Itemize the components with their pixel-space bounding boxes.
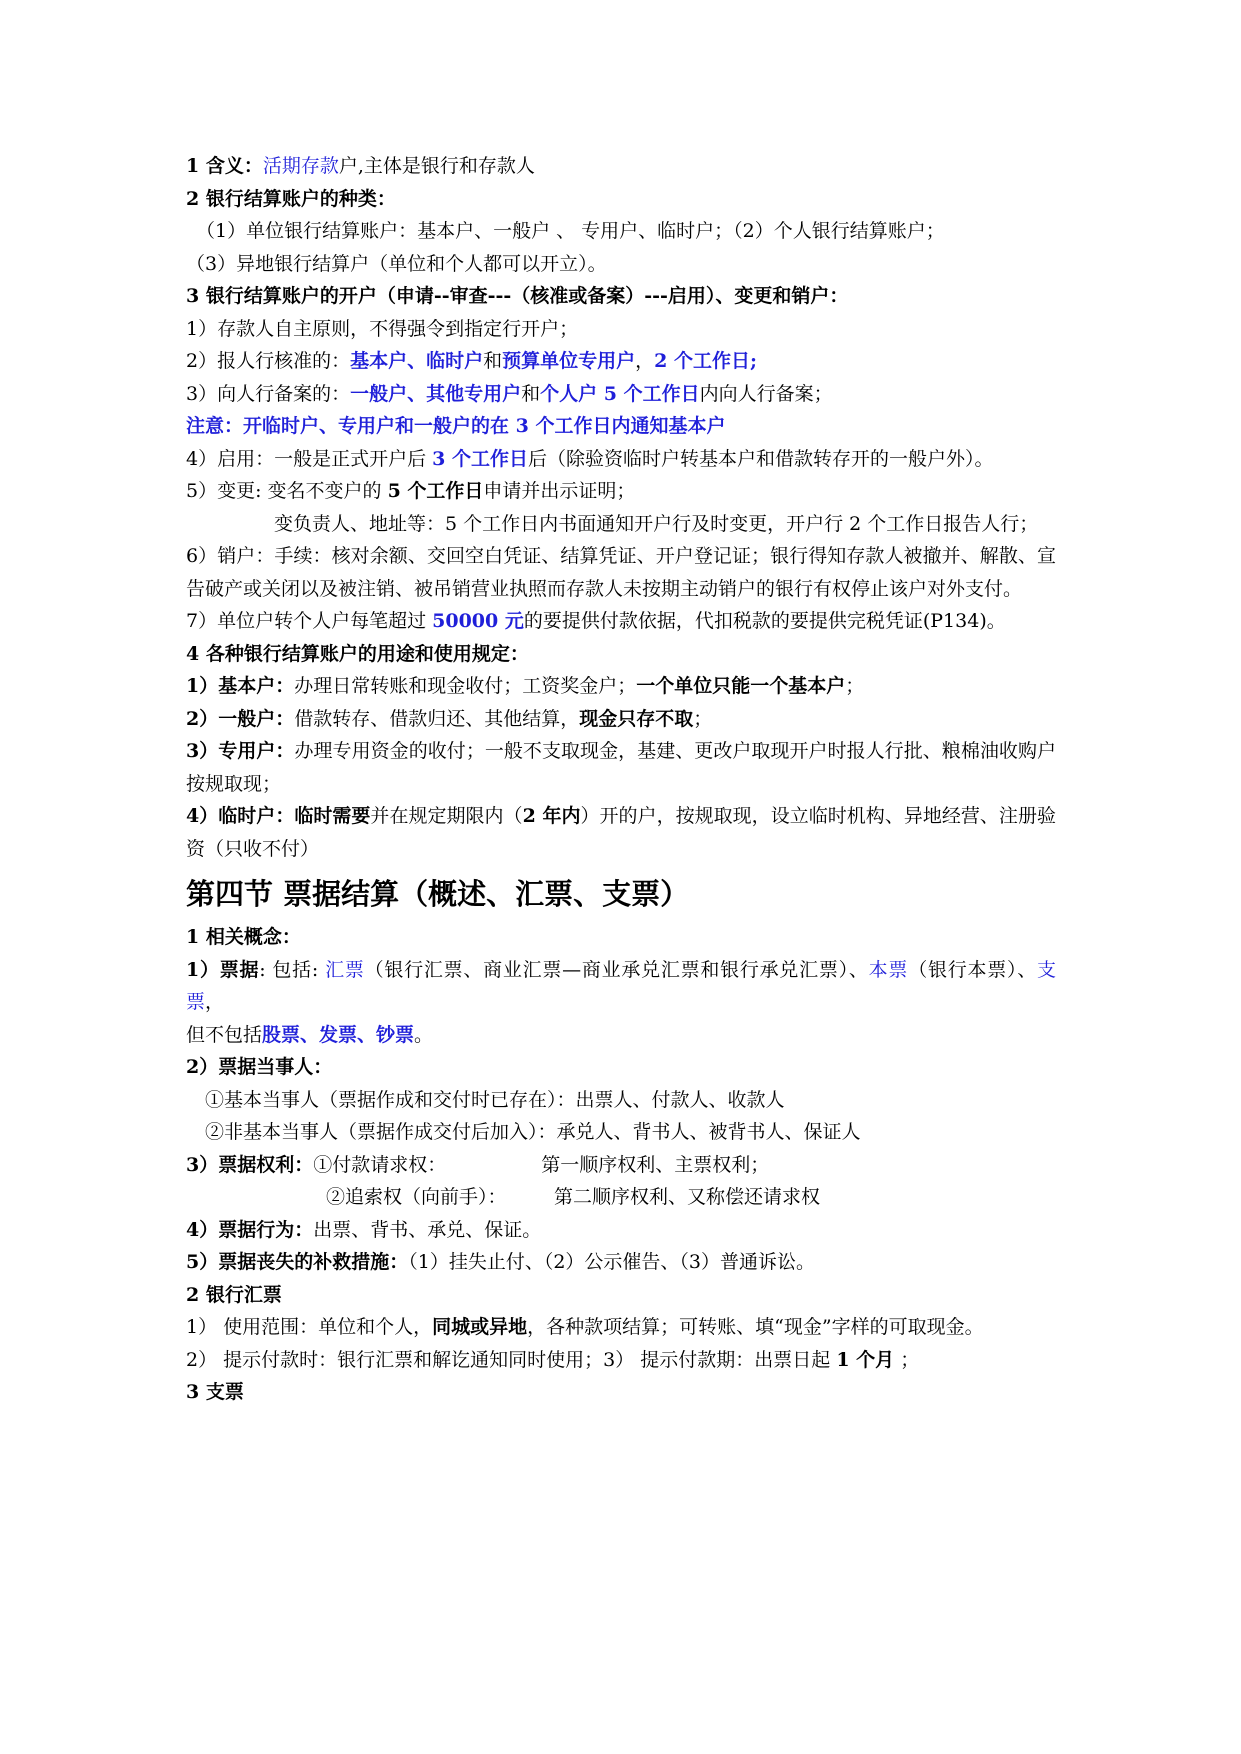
para-open-3: 3）向人行备案的：一般户、其他专用户和个人户 5 个工作日内向人行备案； xyxy=(186,382,833,405)
para-special-account: 3）专用户：办理专用资金的收付；一般不支取现金，基建、更改户取现开户时报人行批、粮棉油收购户按规取现； xyxy=(186,740,1056,795)
subsection-concepts: 1 相关概念： xyxy=(186,926,301,948)
para-temp-account: 4）临时户：临时需要并在规定期限内（2 年内）开的户，按规取现，设立临时机构、异地经营、注册验资（只收不付） xyxy=(186,805,1056,860)
para-rights-2: ②追索权（向前手）： 第二顺序权利、又称偿还请求权 xyxy=(326,1186,821,1208)
document-page xyxy=(186,150,1056,1409)
para-parties-nonbasic: ②非基本当事人（票据作成交付后加入）：承兑人、背书人、被背书人、保证人 xyxy=(205,1121,861,1143)
note-text: 注意：开临时户、专用户和一般户的在 3 个工作日内通知基本户 xyxy=(186,415,726,437)
para-open-1: 1）存款人自主原则，不得强令到指定行开户； xyxy=(186,317,579,340)
para-transfer: 7）单位户转个人户每笔超过 50000 元的要提供付款依据，代扣税款的要提供完税凭证(P134)。 xyxy=(186,610,1006,632)
section-heading: 第四节 票据结算（概述、汇票、支票） xyxy=(186,877,690,911)
para-draft-scope: 1） 使用范围：单位和个人，同城或异地，各种款项结算；可转账、填“现金”字样的可取现金。 xyxy=(186,1316,984,1338)
para-enable: 4）启用：一般是正式开户后 3 个工作日后（除验资临时户转基本户和借款转存开的一般户外）。 xyxy=(186,447,994,470)
para-account-types-2: （3）异地银行结算户（单位和个人都可以开立）。 xyxy=(186,252,607,275)
para-draft-presentment: 2） 提示付款时：银行汇票和解讫通知同时使用；3） 提示付款期：出票日起 1 个月 ； xyxy=(186,1348,920,1371)
subsection-bank-draft: 2 银行汇票 xyxy=(186,1283,282,1306)
section-account-uses: 4 各种银行结算账户的用途和使用规定： xyxy=(186,642,529,665)
para-open-2: 2）报人行核准的：基本户、临时户和预算单位专用户，2 个工作日; xyxy=(186,350,758,372)
section-account-types: 2 银行结算账户的种类： xyxy=(186,187,396,210)
para-bills-definition: 1）票据: 包括: 汇票（银行汇票、商业汇票—商业承兑汇票和银行承兑汇票）、本票（银行本票）、支票， xyxy=(186,958,1056,1013)
subsection-parties: 2）票据当事人： xyxy=(186,1056,333,1078)
para-parties-basic: ①基本当事人（票据作成和交付时已存在）：出票人、付款人、收款人 xyxy=(205,1088,785,1111)
para-basic-account: 1）基本户：办理日常转账和现金收付；工资奖金户；一个单位只能一个基本户； xyxy=(186,675,865,697)
para-meaning xyxy=(186,150,1056,183)
para-rights-1: 3）票据权利：①付款请求权： 第一顺序权利、主票权利； xyxy=(186,1153,770,1176)
subsection-cheque: 3 支票 xyxy=(186,1381,244,1403)
para-bill-acts: 4）票据行为：出票、背书、承兑、保证。 xyxy=(186,1218,542,1241)
section-open-account: 3 银行结算账户的开户（申请--审查---（核准或备案）---启用）、变更和销户： xyxy=(186,285,849,307)
para-change-2: 变负责人、地址等：5 个工作日内书面通知开户行及时变更，开户行 2 个工作日报告人行； xyxy=(274,512,1039,535)
para-account-types-1: （1）单位银行结算账户：基本户、一般户 、 专用户、临时户；（2）个人银行结算账户； xyxy=(196,220,945,242)
para-close-account: 6）销户：手续：核对余额、交回空白凭证、结算凭证、开户登记证；银行得知存款人被撤并、解散、宣告破产或关闭以及被注销、被吊销营业执照而存款人未按期主动销户的银行有权停止该户对外支付。 xyxy=(186,545,1056,600)
body-text: 户,主体是银行和存款人 xyxy=(338,155,535,177)
para-general-account: 2）一般户：借款转存、借款归还、其他结算，现金只存不取； xyxy=(186,707,713,730)
item-number: 1 含义： xyxy=(186,155,263,177)
para-change-1: 5）变更: 变名不变户的 5 个工作日申请并出示证明； xyxy=(186,480,636,502)
para-bill-loss: 5）票据丧失的补救措施：（1）挂失止付、（2）公示催告、（3）普通诉讼。 xyxy=(186,1251,816,1273)
para-bills-exclusion: 但不包括股票、发票、钞票。 xyxy=(186,1023,434,1046)
highlight-text: 活期存款 xyxy=(262,155,339,177)
